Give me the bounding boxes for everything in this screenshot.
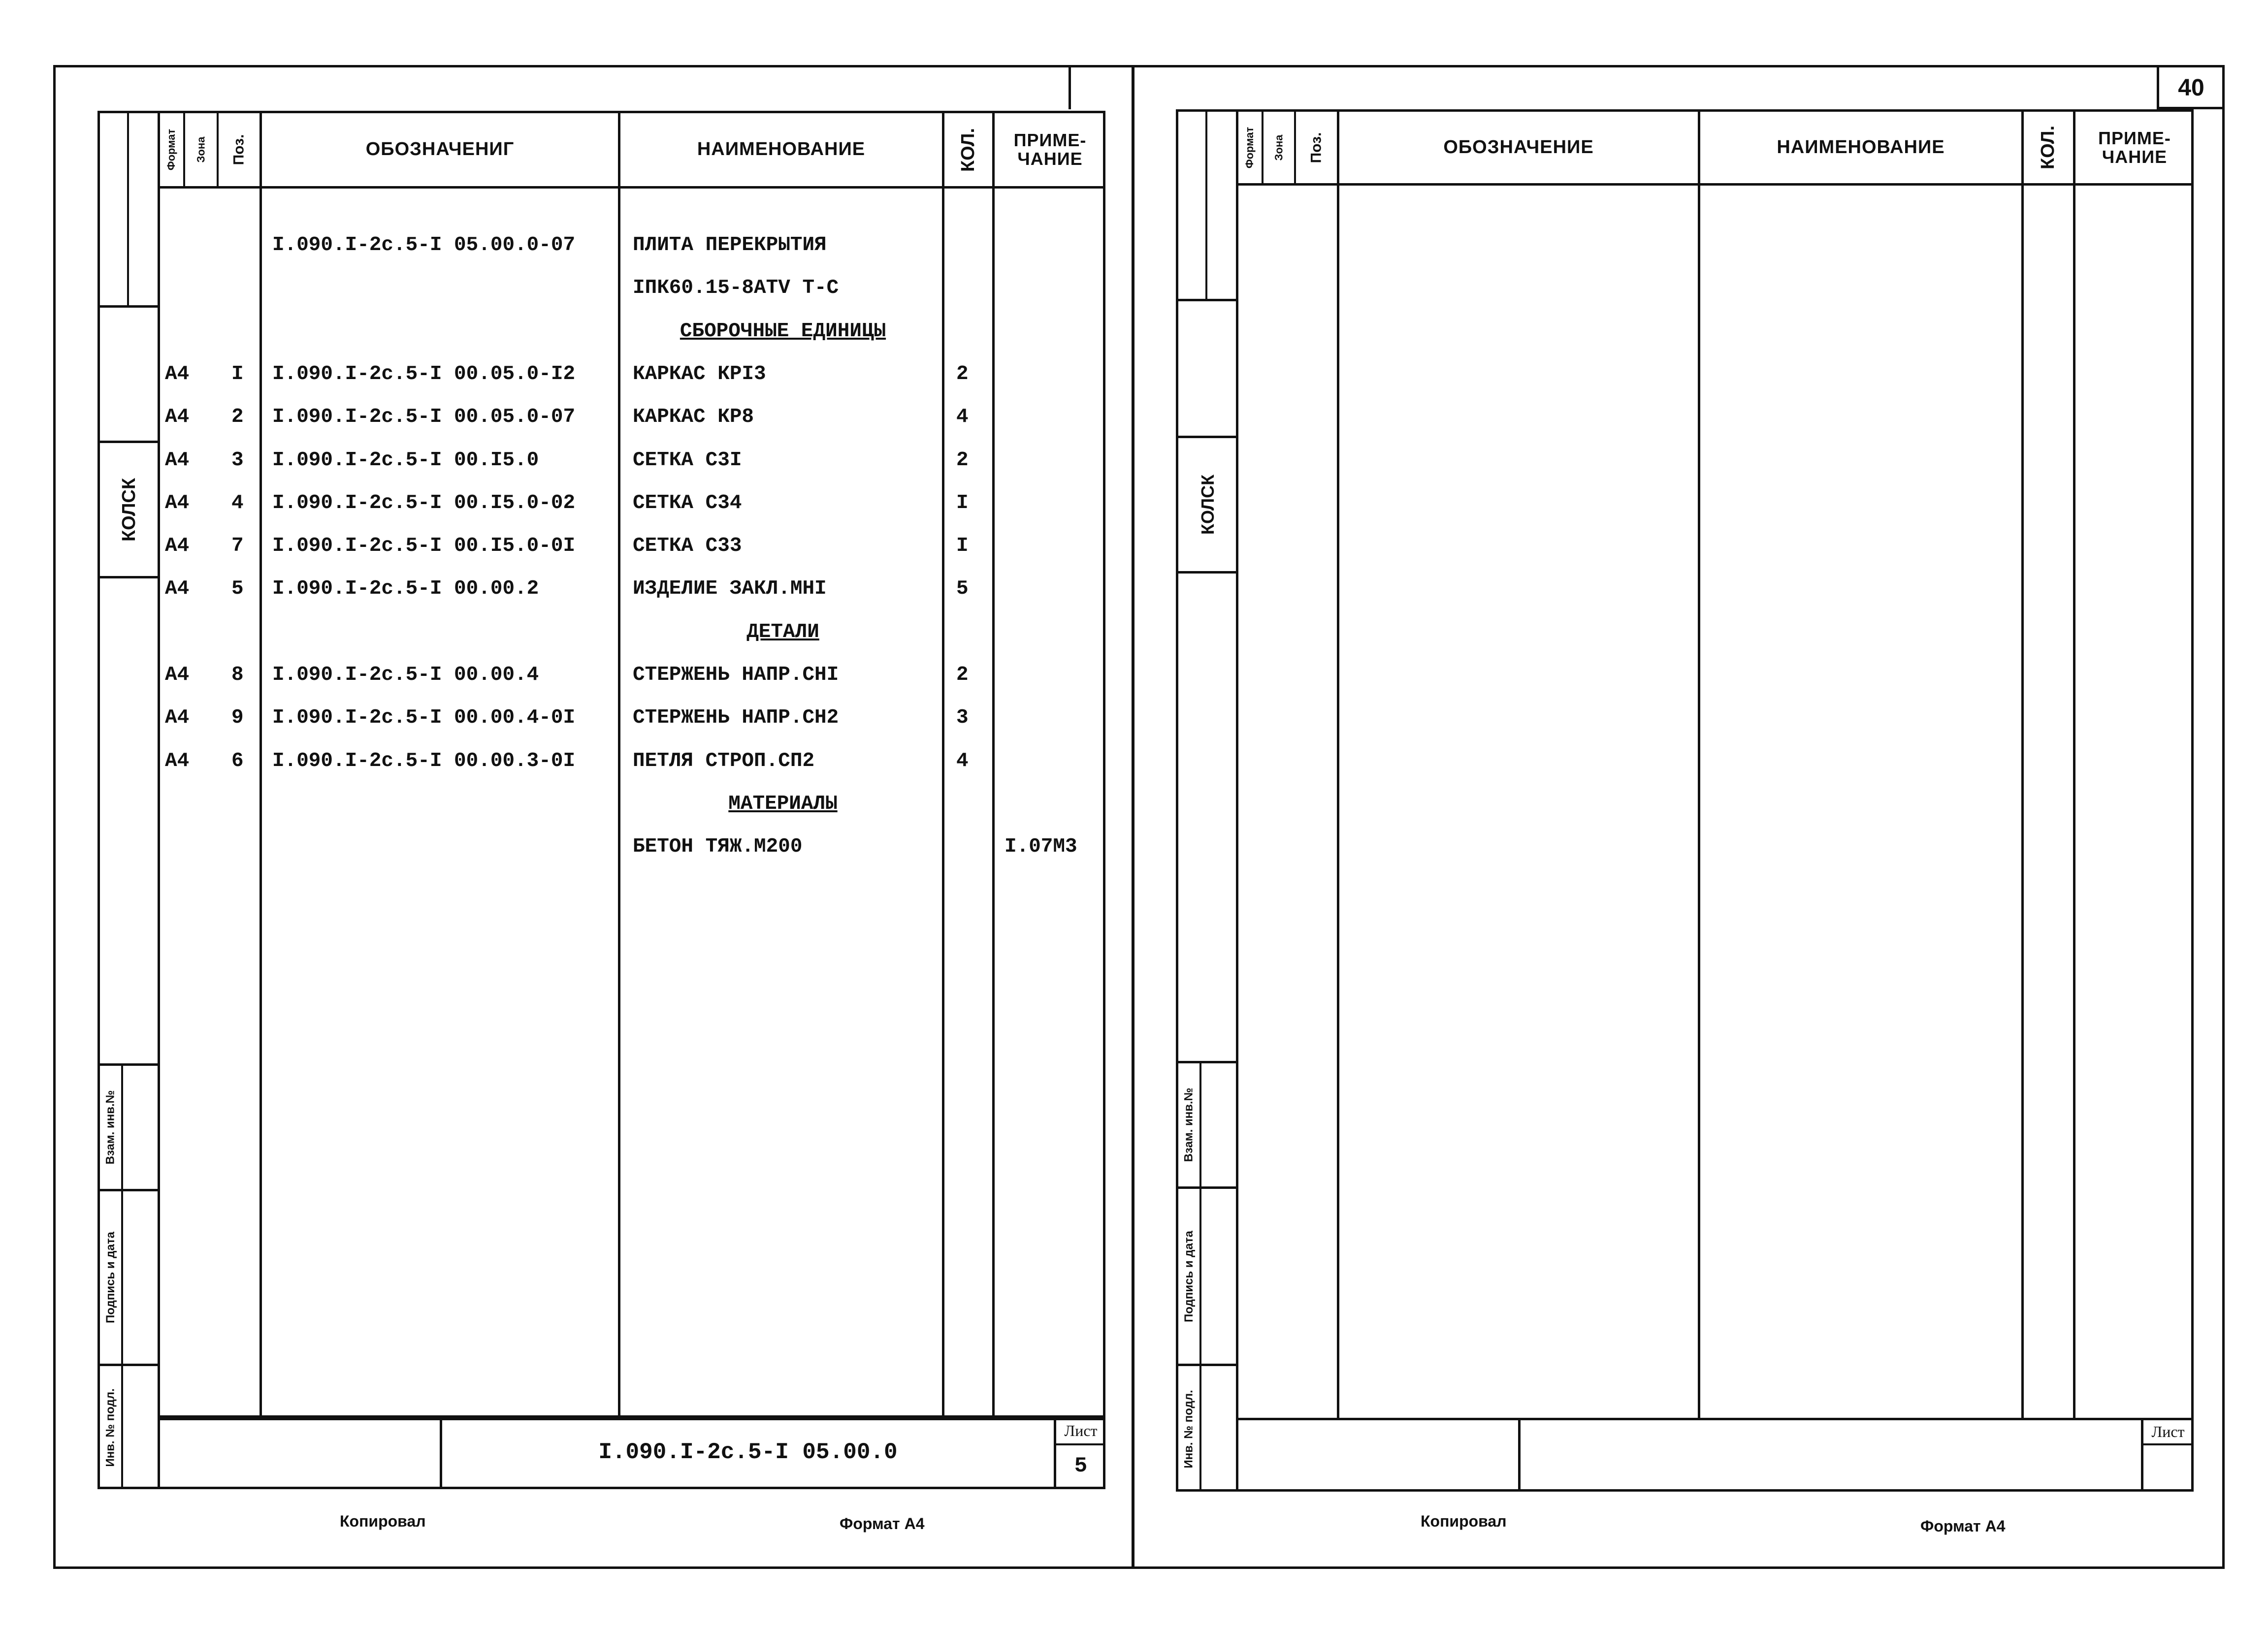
right-table-frame: [1236, 109, 2194, 1420]
row-14-name: МАТЕРИАЛЫ: [728, 793, 838, 815]
left-inv-replace-label: Взам. инв.№: [103, 1090, 117, 1165]
row-7-designation: I.090.I-2c.5-I 00.I5.0-02: [272, 492, 576, 514]
row-13-pos: 6: [231, 750, 244, 772]
left-footer-copied: Копировал: [340, 1512, 426, 1530]
right-header-zone: Зона: [1272, 134, 1285, 160]
row-10-name: ДЕТАЛИ: [746, 621, 819, 643]
left-header-line: [158, 186, 1105, 189]
right-col-line-6: [2073, 109, 2075, 1420]
left-side-strip-divider-2: [121, 1063, 123, 1489]
left-header-pos: Поз.: [230, 134, 247, 165]
row-6-name: СЕТКА С3I: [633, 449, 742, 472]
right-header-qty: КОЛ.: [2038, 125, 2059, 170]
row-1-designation: I.090.I-2c.5-I 05.00.0-07: [272, 234, 576, 256]
right-col-line-3: [1337, 109, 1339, 1420]
row-6-pos: 3: [231, 449, 244, 472]
left-stamp-label: КОЛСК: [119, 478, 140, 542]
row-12-pos: 9: [231, 706, 244, 729]
right-header-pos: Поз.: [1308, 132, 1325, 163]
row-8-pos: 7: [231, 535, 244, 557]
row-12-format: А4: [165, 706, 190, 729]
row-5-qty: 4: [956, 406, 969, 428]
row-8-designation: I.090.I-2c.5-I 00.I5.0-0I: [272, 535, 576, 557]
row-6-format: А4: [165, 449, 190, 472]
right-footer-format: Формат А4: [1920, 1517, 2006, 1535]
page-number: 40: [2178, 74, 2204, 101]
row-7-qty: I: [956, 492, 969, 514]
left-corner-box: [1069, 65, 1133, 109]
row-4-qty: 2: [956, 363, 969, 385]
row-13-designation: I.090.I-2c.5-I 00.00.3-0I: [272, 750, 576, 772]
row-4-pos: I: [231, 363, 244, 385]
left-side-strip-divider: [127, 111, 129, 308]
right-inv-orig-label: Инв. № подл.: [1182, 1389, 1196, 1468]
right-header-note: ПРИМЕ- ЧАНИЕ: [2098, 128, 2171, 167]
right-side-strip-line-3: [1176, 571, 1238, 574]
right-stamp-code: [1521, 1420, 2141, 1489]
right-header-line: [1236, 183, 2194, 186]
row-5-designation: I.090.I-2c.5-I 00.05.0-07: [272, 406, 576, 428]
row-13-name: ПЕТЛЯ СТРОП.СП2: [633, 750, 815, 772]
row-4-designation: I.090.I-2c.5-I 00.05.0-I2: [272, 363, 576, 385]
right-sign-date-label: Подпись и дата: [1182, 1230, 1196, 1322]
right-side-strip-divider: [1205, 109, 1207, 301]
row-4-name: КАРКАС КРI3: [633, 363, 766, 385]
row-13-format: А4: [165, 750, 190, 772]
left-side-strip-line-3: [97, 576, 160, 578]
row-5-format: А4: [165, 406, 190, 428]
right-side-strip-line-1: [1176, 299, 1238, 301]
row-5-pos: 2: [231, 406, 244, 428]
row-9-qty: 5: [956, 577, 969, 600]
left-header-qty: КОЛ.: [958, 128, 978, 172]
left-side-strip-line-1: [97, 305, 160, 308]
row-9-name: ИЗДЕЛИЕ ЗАКЛ.МНI: [633, 577, 827, 600]
row-15-note: I.07М3: [1004, 835, 1077, 858]
row-15-name: БЕТОН ТЯЖ.М200: [633, 835, 803, 858]
row-8-name: СЕТКА С33: [633, 535, 742, 557]
row-11-designation: I.090.I-2c.5-I 00.00.4: [272, 664, 539, 686]
row-3-name: СБОРОЧНЫЕ ЕДИНИЦЫ: [680, 320, 886, 343]
row-7-format: А4: [165, 492, 190, 514]
sheet-divider: [1132, 65, 1134, 1569]
left-col-line-5: [942, 111, 944, 1420]
row-9-designation: I.090.I-2c.5-I 00.00.2: [272, 577, 539, 600]
right-col-line-4: [1698, 109, 1700, 1420]
row-1-name: ПЛИТА ПЕРЕКРЫТИЯ: [633, 234, 827, 256]
right-header-designation: ОБОЗНАЧЕНИЕ: [1443, 136, 1594, 158]
right-col-line-5: [2021, 109, 2024, 1420]
left-header-format: Формат: [165, 128, 178, 171]
row-7-name: СЕТКА С34: [633, 492, 742, 514]
left-footer-format: Формат А4: [840, 1515, 925, 1532]
left-sheet-label: Лист: [1064, 1421, 1098, 1439]
right-header-format: Формат: [1243, 127, 1256, 168]
left-col-line-4: [618, 111, 620, 1420]
left-header-designation: ОБОЗНАЧЕНИГ: [365, 139, 515, 160]
left-col-line-3: [259, 111, 262, 1420]
row-12-designation: I.090.I-2c.5-I 00.00.4-0I: [272, 706, 576, 729]
left-header-name: НАИМЕНОВАНИЕ: [697, 139, 866, 160]
row-12-name: СТЕРЖЕНЬ НАПР.СН2: [633, 706, 839, 729]
row-11-pos: 8: [231, 664, 244, 686]
left-sheet-number: 5: [1074, 1454, 1088, 1478]
right-side-strip-divider-2: [1199, 1061, 1201, 1492]
row-4-format: А4: [165, 363, 190, 385]
left-header-note: ПРИМЕ- ЧАНИЕ: [1013, 130, 1087, 169]
row-11-qty: 2: [956, 664, 969, 686]
row-8-format: А4: [165, 535, 190, 557]
right-footer-copied: Копировал: [1421, 1512, 1507, 1530]
left-stamp-code: I.090.I-2c.5-I 05.00.0: [598, 1439, 898, 1465]
right-header-name: НАИМЕНОВАНИЕ: [1777, 136, 1945, 158]
right-sheet-label: Лист: [2151, 1423, 2185, 1440]
right-stamp-label: КОЛСК: [1198, 474, 1218, 535]
right-inv-replace-label: Взам. инв.№: [1182, 1087, 1196, 1162]
row-5-name: КАРКАС КР8: [633, 406, 754, 428]
row-11-format: А4: [165, 664, 190, 686]
row-8-qty: I: [956, 535, 969, 557]
row-6-qty: 2: [956, 449, 969, 472]
row-12-qty: 3: [956, 706, 969, 729]
row-13-qty: 4: [956, 750, 969, 772]
row-9-pos: 5: [231, 577, 244, 600]
row-7-pos: 4: [231, 492, 244, 514]
left-inv-orig-label: Инв. № подл.: [103, 1388, 117, 1467]
row-2-name: IПК60.15-8АТV Т-С: [633, 277, 839, 299]
row-11-name: СТЕРЖЕНЬ НАПР.СНI: [633, 664, 839, 686]
row-9-format: А4: [165, 577, 190, 600]
right-sheet-number: [2143, 1445, 2193, 1489]
left-col-line-6: [992, 111, 995, 1420]
left-header-zone: Зона: [194, 136, 207, 163]
row-6-designation: I.090.I-2c.5-I 00.I5.0: [272, 449, 539, 472]
left-sign-date-label: Подпись и дата: [103, 1232, 117, 1323]
